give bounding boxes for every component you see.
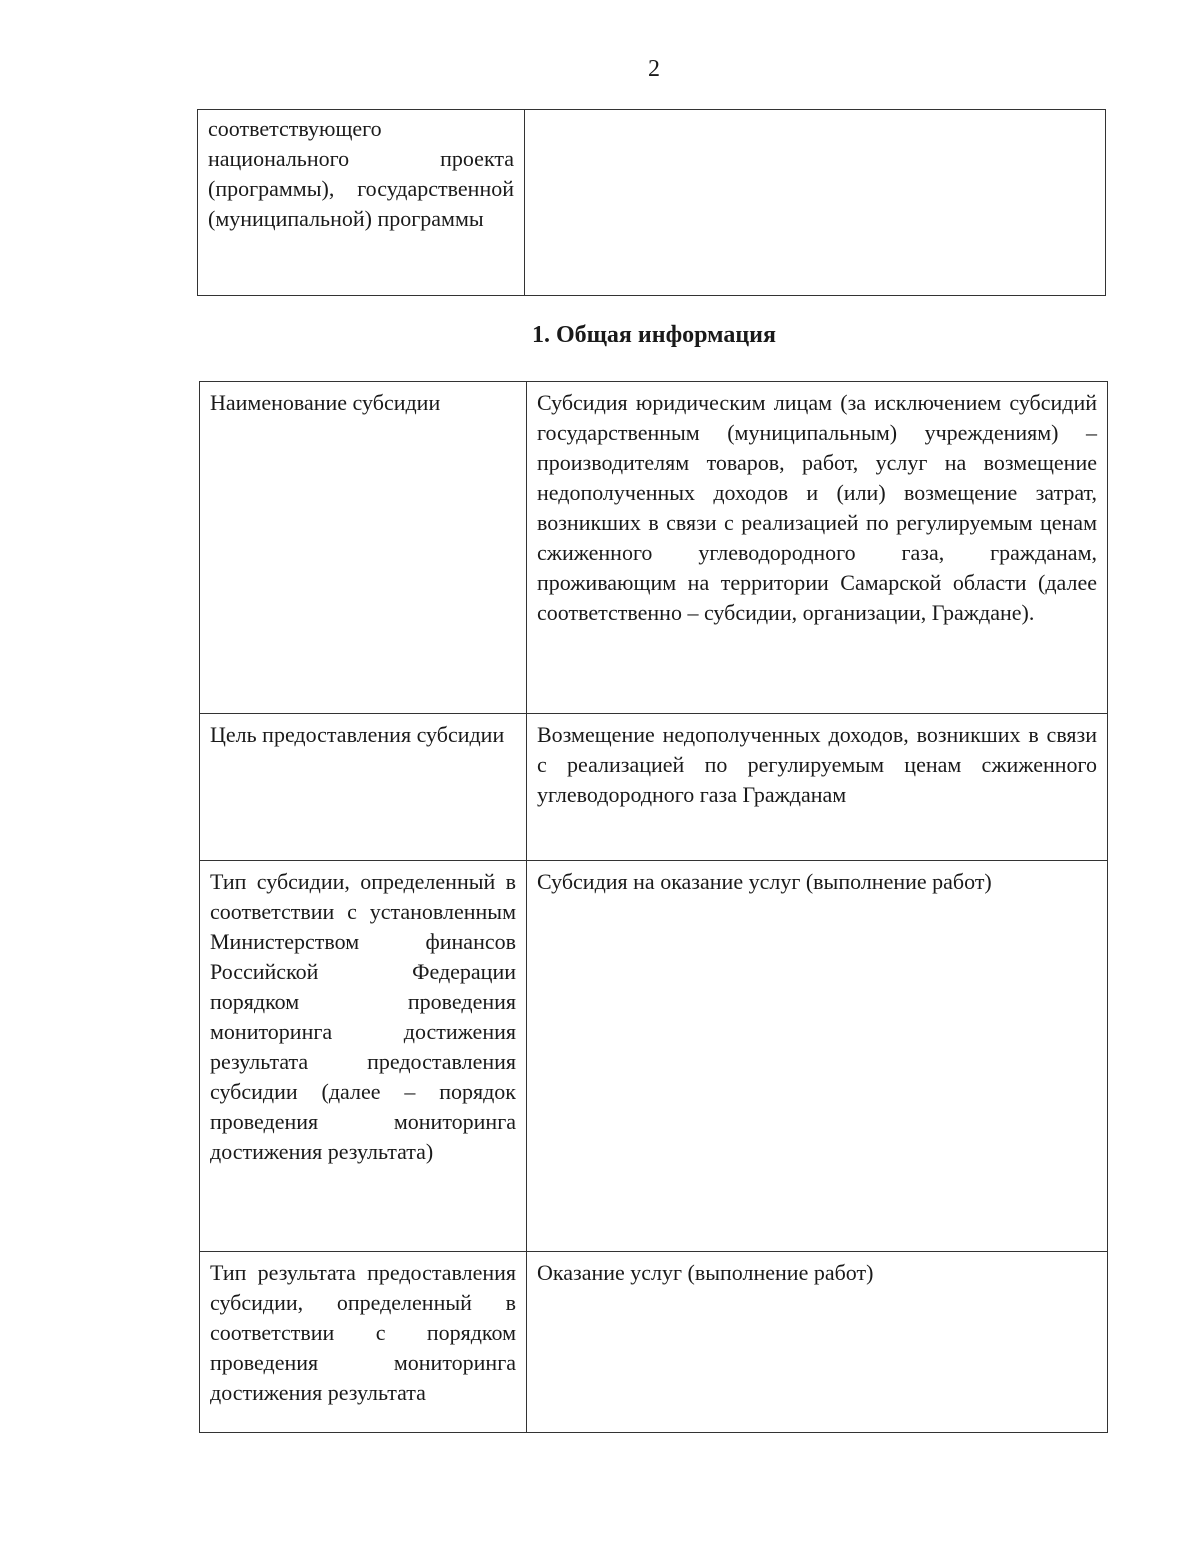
table-cell-label: Наименование субсидии: [200, 382, 527, 714]
general-info-table: [199, 381, 1108, 1433]
section-title: 1. Общая информация: [532, 322, 776, 348]
table-row: [200, 382, 1108, 714]
table-cell-label: Цель предоставления субсидии: [200, 714, 527, 861]
table-row: [198, 110, 1106, 296]
table-cell-label: соответствующего национального проекта (программы), государственной (муниципальной) программы: [198, 110, 525, 296]
table-row: [200, 861, 1108, 1252]
table-cell-value: Оказание услуг (выполнение работ): [527, 1252, 1108, 1433]
table-cell-value: Возмещение недополученных доходов, возникших в связи с реализацией по регулируемым ценам сжиженного углеводородного газа Гражданам: [527, 714, 1108, 861]
table-cell-value: [525, 110, 1106, 296]
table-row: [200, 1252, 1108, 1433]
table-cell-label: Тип субсидии, определенный в соответствии с установленным Министерством финансов Российской Федерации порядком проведения мониторинга достижения результата предоставления субсидии (далее – порядок проведения мониторинга достижения результата): [200, 861, 527, 1252]
top-continuation-table: [197, 109, 1106, 296]
table-cell-label: Тип результата предоставления субсидии, определенный в соответствии с порядком проведения мониторинга достижения результата: [200, 1252, 527, 1433]
page-number: 2: [648, 56, 660, 82]
table-cell-value: Субсидия на оказание услуг (выполнение работ): [527, 861, 1108, 1252]
table-cell-value: Субсидия юридическим лицам (за исключением субсидий государственным (муниципальным) учреждениям) – производителям товаров, работ, услуг на возмещение недополученных доходов и (или) возмещение затрат, возникших в связи с реализацией по регулируемым ценам сжиженного углеводородного газа, гражданам, проживающим на территории Самарской области (далее соответственно – субсидии, организации, Граждане).: [527, 382, 1108, 714]
table-row: [200, 714, 1108, 861]
